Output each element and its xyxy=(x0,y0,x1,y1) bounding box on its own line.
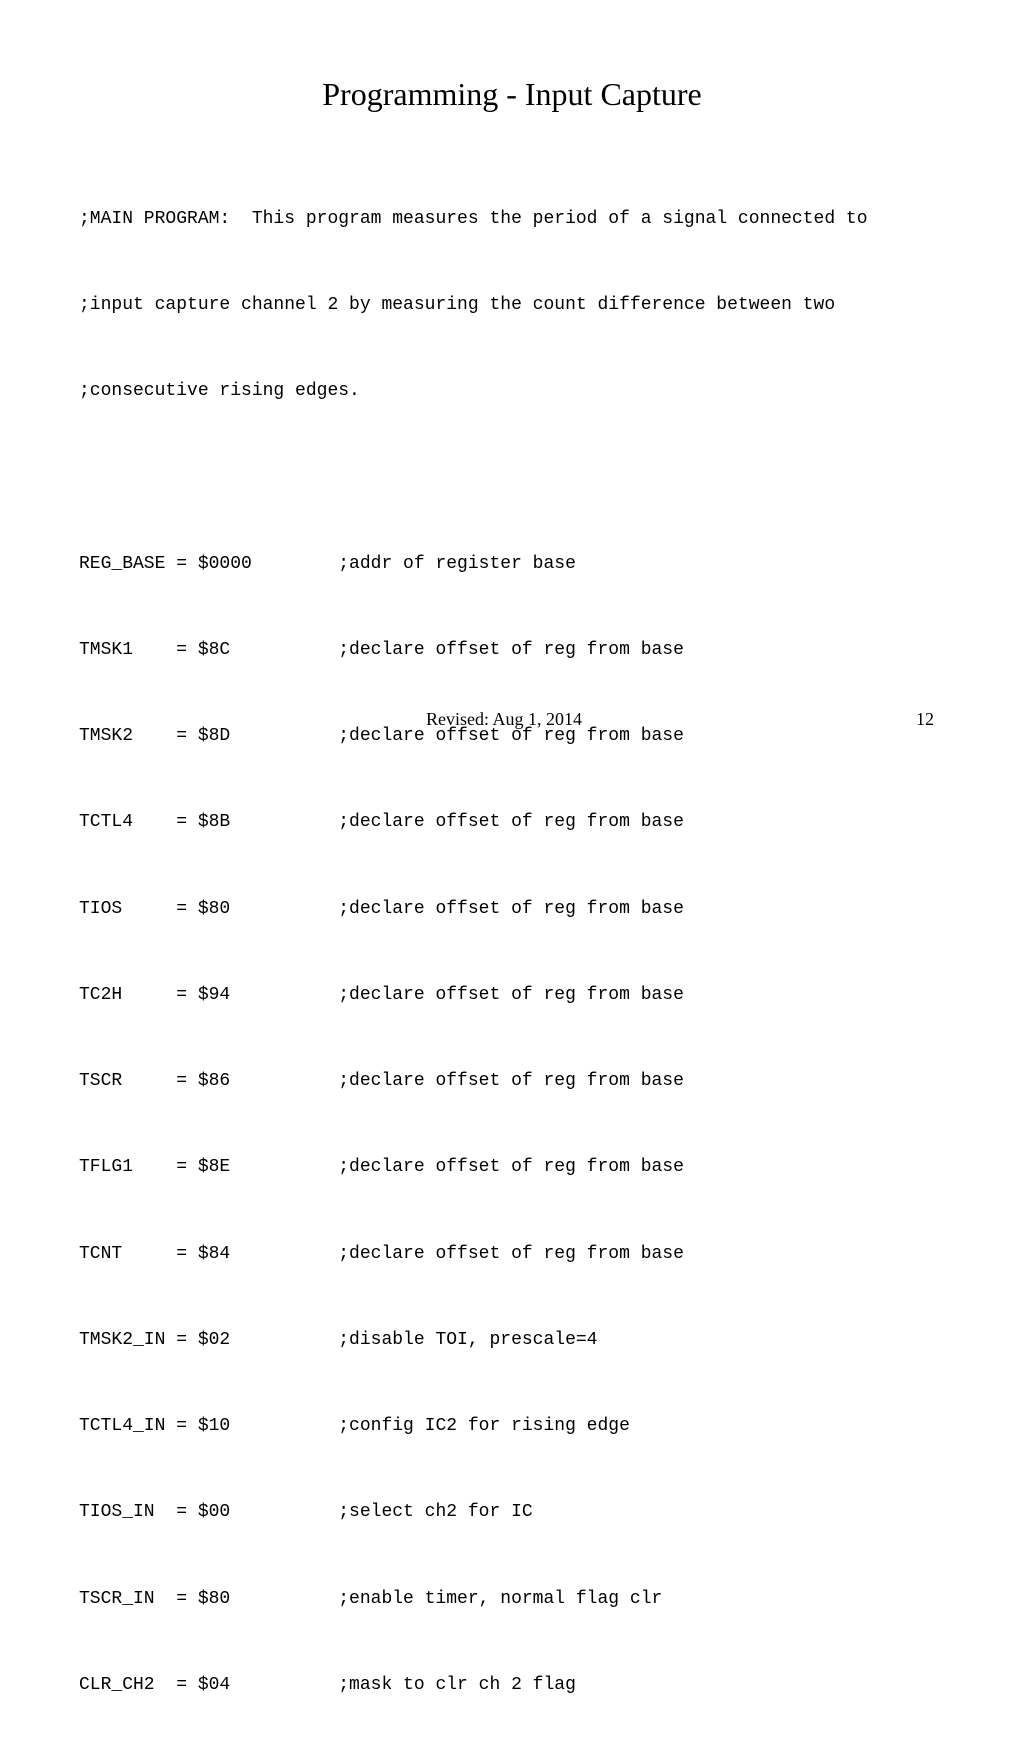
code-block xyxy=(79,147,868,1757)
comment-line: ;input capture channel 2 by measuring the count difference between two xyxy=(79,294,836,315)
code-line: TIOS = $80 ;declare offset of reg from base xyxy=(79,898,684,919)
code-line: TIOS_IN = $00 ;select ch2 for IC xyxy=(79,1502,533,1523)
code-line: TMSK2_IN = $02 ;disable TOI, prescale=4 xyxy=(79,1329,598,1350)
footer-revised-date: Revised: Aug 1, 2014 xyxy=(426,709,582,729)
blank-line xyxy=(79,463,868,492)
comment-line: ;consecutive rising edges. xyxy=(79,381,360,401)
code-line: TCTL4_IN = $10 ;config IC2 for rising edge xyxy=(79,1416,630,1436)
code-line: TSCR_IN = $80 ;enable timer, normal flag clr xyxy=(79,1588,663,1609)
code-line: TCTL4 = $8B ;declare offset of reg from base xyxy=(79,812,684,833)
code-line: CLR_CH2 = $04 ;mask to clr ch 2 flag xyxy=(79,1674,576,1695)
code-line: TMSK1 = $8C ;declare offset of reg from base xyxy=(79,639,684,660)
slide-title: Programming - Input Capture xyxy=(322,76,702,112)
code-line: TMSK2 = $8D ;declare offset of reg from base xyxy=(79,726,684,746)
code-line: TC2H = $94 ;declare offset of reg from base xyxy=(79,984,684,1005)
footer-page-number: 12 xyxy=(916,709,934,729)
code-line: TFLG1 = $8E ;declare offset of reg from base xyxy=(79,1157,684,1178)
code-line: REG_BASE = $0000 ;addr of register base xyxy=(79,553,576,574)
comment-line: ;MAIN PROGRAM: This program measures the period of a signal connected to xyxy=(79,208,868,229)
code-line: TSCR = $86 ;declare offset of reg from base xyxy=(79,1071,684,1091)
code-line: TCNT = $84 ;declare offset of reg from base xyxy=(79,1243,684,1264)
